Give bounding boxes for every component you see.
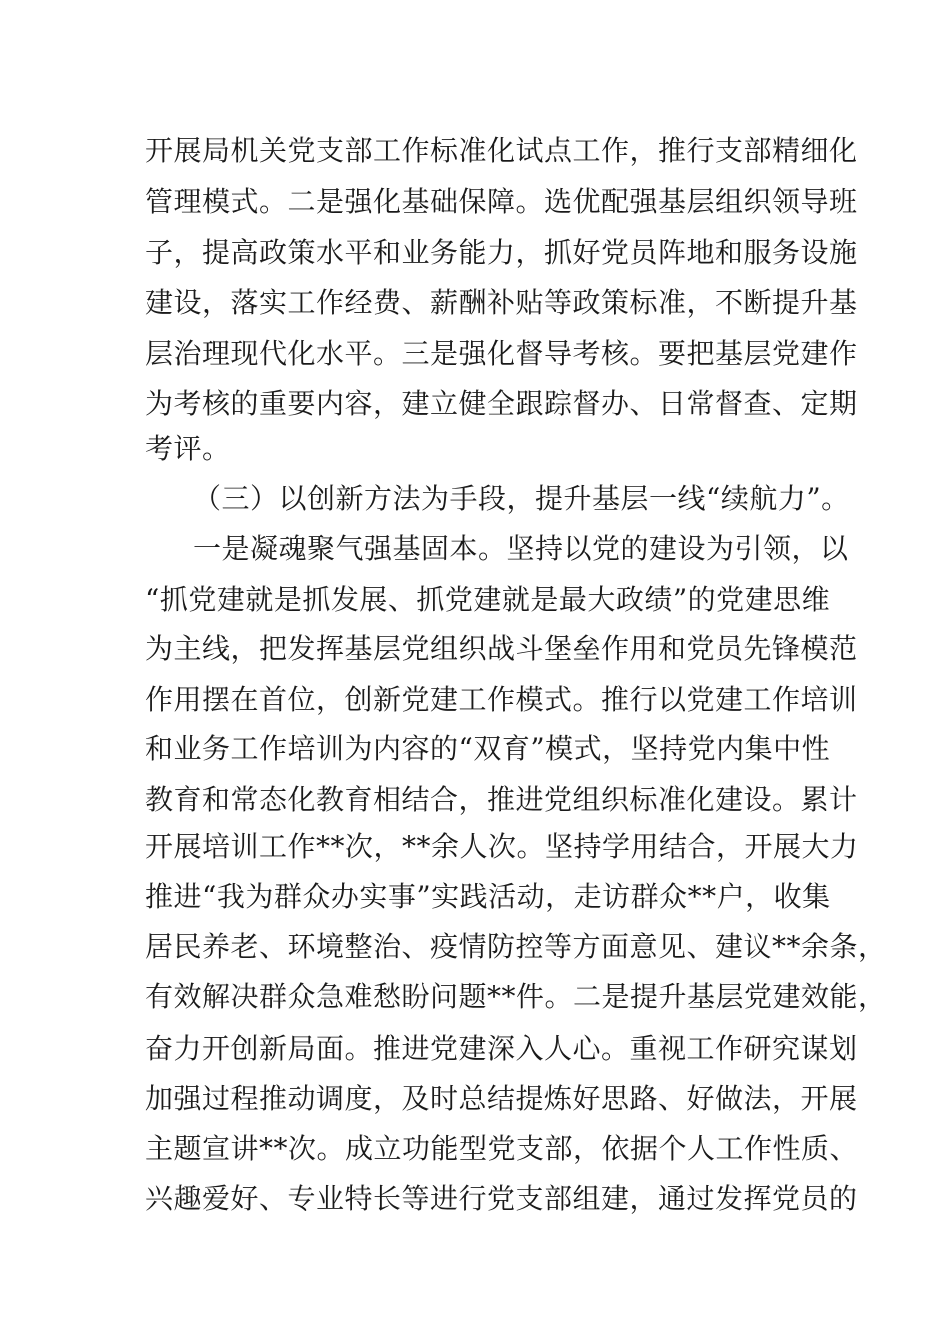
text-line: 为主线，把发挥基层党组织战斗堡垒作用和党员先锋模范 — [145, 632, 858, 665]
text-line: 有效解决群众急难愁盼问题**件。二是提升基层党建效能， — [145, 980, 887, 1013]
text-line: 子，提高政策水平和业务能力，抓好党员阵地和服务设施 — [145, 236, 858, 269]
text-line: 为考核的重要内容，建立健全跟踪督办、日常督查、定期 — [145, 387, 858, 420]
text-line: 建设，落实工作经费、薪酬补贴等政策标准，不断提升基 — [145, 286, 858, 319]
text-line: 管理模式。二是强化基础保障。选优配强基层组织领导班 — [145, 185, 858, 218]
text-line: 开展局机关党支部工作标准化试点工作，推行支部精细化 — [145, 134, 858, 167]
text-line: 开展培训工作**次，**余人次。坚持学用结合，开展大力 — [145, 830, 859, 863]
text-line: 作用摆在首位，创新党建工作模式。推行以党建工作培训 — [145, 683, 858, 716]
section-heading: （三）以创新方法为手段，提升基层一线“续航力”。 — [193, 482, 850, 515]
text-line: 奋力开创新局面。推进党建深入人心。重视工作研究谋划 — [145, 1032, 858, 1065]
text-line: 加强过程推动调度，及时总结提炼好思路、好做法，开展 — [145, 1082, 858, 1115]
text-line: 层治理现代化水平。三是强化督导考核。要把基层党建作 — [145, 337, 858, 370]
text-line: 教育和常态化教育相结合，推进党组织标准化建设。累计 — [145, 783, 858, 816]
text-line: 推进“我为群众办实事”实践活动，走访群众**户，收集 — [145, 880, 831, 913]
text-line: 一是凝魂聚气强基固本。坚持以党的建设为引领，以 — [193, 532, 849, 565]
text-line: “抓党建就是抓发展、抓党建就是最大政绩”的党建思维 — [145, 583, 831, 616]
text-line: 和业务工作培训为内容的“双育”模式，坚持党内集中性 — [145, 732, 831, 765]
text-line: 主题宣讲**次。成立功能型党支部，依据个人工作性质、 — [145, 1132, 859, 1165]
text-line: 居民养老、环境整治、疫情防控等方面意见、建议**余条， — [145, 930, 887, 963]
text-line: 考评。 — [145, 432, 231, 465]
text-line: 兴趣爱好、专业特长等进行党支部组建，通过发挥党员的 — [145, 1182, 858, 1215]
